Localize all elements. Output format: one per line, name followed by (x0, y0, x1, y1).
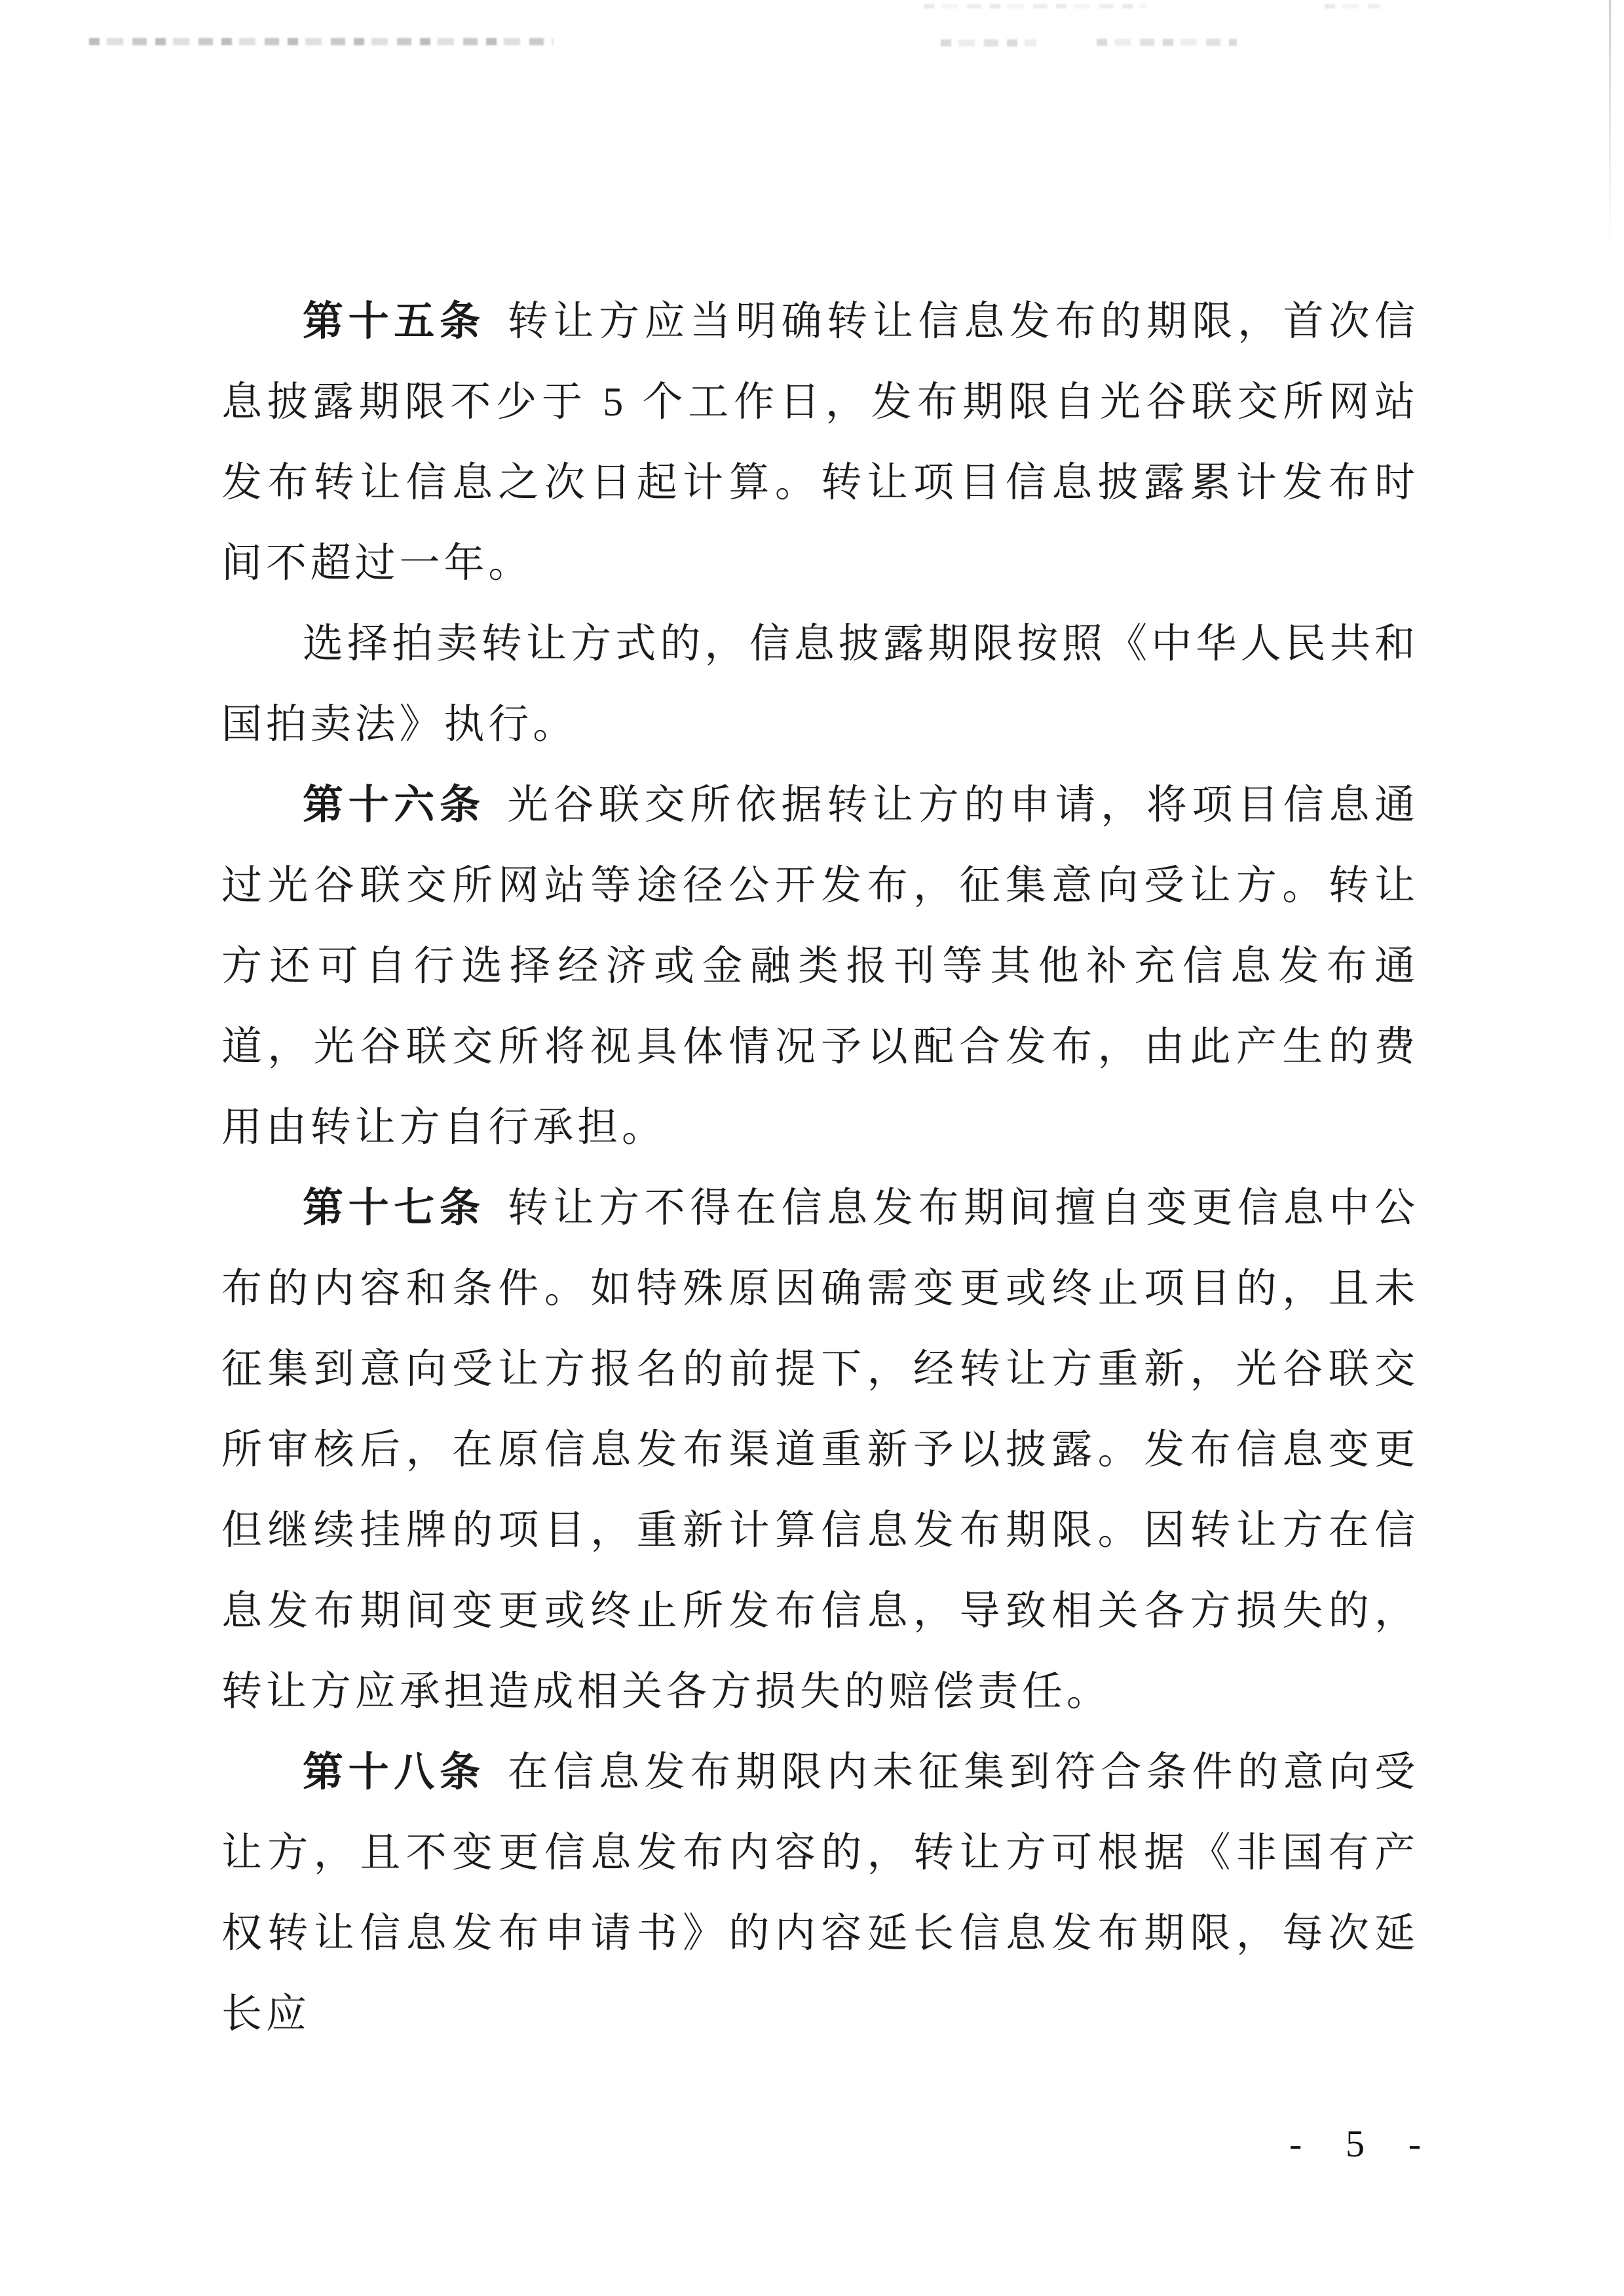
article-text: 转让方应当明确转让信息发布的期限，首次信息披露期限不少于 5 个工作日，发布期限自光谷联交所网站发布转让信息之次日起计算。转让项目信息披露累计发布时间不超过一年。 (221, 299, 1419, 586)
scan-artifact (1097, 39, 1237, 46)
article-text: 选择拍卖转让方式的，信息披露期限按照《中华人民共和国拍卖法》执行。 (221, 622, 1419, 747)
scan-artifact (941, 39, 1036, 47)
page-number: - 5 - (1289, 2122, 1439, 2165)
article-number: 第十六条 (303, 783, 485, 828)
scan-artifact (1325, 4, 1380, 9)
article-paragraph (221, 1168, 1419, 1732)
article-paragraph (221, 282, 1419, 604)
article-number: 第十七条 (303, 1186, 485, 1231)
scan-artifact (89, 38, 553, 45)
article-paragraph (221, 604, 1419, 765)
document-body (221, 282, 1419, 2055)
article-number: 第十八条 (303, 1750, 485, 1795)
article-text: 在信息发布期限内未征集到符合条件的意向受让方，且不变更信息发布内容的，转让方可根据《非国有产权转让信息发布申请书》的内容延长信息发布期限，每次延长应 (221, 1750, 1419, 2037)
article-number: 第十五条 (303, 299, 485, 344)
article-paragraph (221, 765, 1419, 1168)
scan-edge-line (1609, 0, 1611, 249)
scan-artifact (924, 4, 1146, 9)
article-text: 转让方不得在信息发布期间擅自变更信息中公布的内容和条件。如特殊原因确需变更或终止项目的，且未征集到意向受让方报名的前提下，经转让方重新，光谷联交所审核后，在原信息发布渠道重新予以披露。发布信息变更但继续挂牌的项目，重新计算信息发布期限。因转让方在信息发布期间变更或终止所发布信息，导致相关各方损失的，转让方应承担造成相关各方损失的赔偿责任。 (221, 1186, 1419, 1714)
article-text: 光谷联交所依据转让方的申请，将项目信息通过光谷联交所网站等途径公开发布，征集意向受让方。转让方还可自行选择经济或金融类报刊等其他补充信息发布通道，光谷联交所将视具体情况予以配合发布，由此产生的费用由转让方自行承担。 (221, 783, 1419, 1150)
article-paragraph (221, 1732, 1419, 2055)
